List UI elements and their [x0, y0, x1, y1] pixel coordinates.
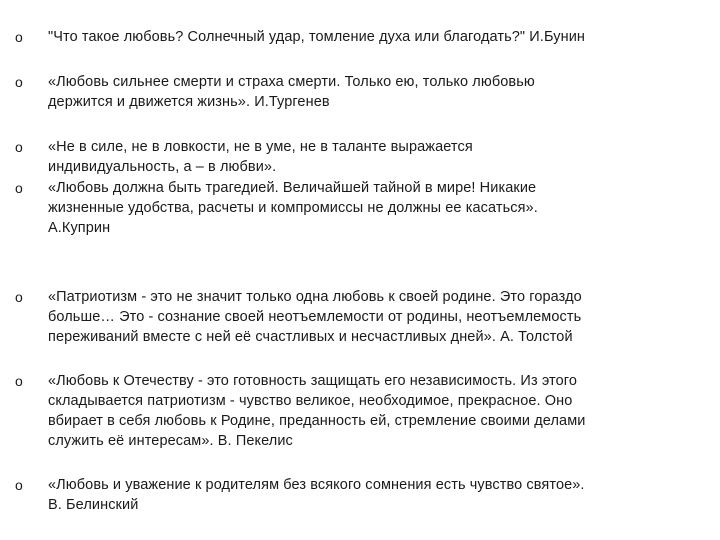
quote-line: "Что такое любовь? Солнечный удар, томление духа или благодать?" И.Бунин: [48, 29, 586, 45]
quote-line: «Патриотизм - это не значит только одна любовь к своей родине. Это гораздо: [48, 289, 582, 305]
quote-line: «Любовь должна быть трагедией. Величайшей тайной в мире! Никакие: [48, 180, 537, 196]
quote-text: [48, 137, 698, 177]
quote-line: «Любовь и уважение к родителям без всякого сомнения есть чувство святое».: [48, 477, 585, 493]
quote-text: [48, 287, 698, 347]
quote-text: [48, 371, 698, 451]
bullet: o: [15, 180, 23, 196]
bullet: o: [15, 74, 23, 90]
quote-line: держится и движется жизнь». И.Тургенев: [48, 94, 330, 110]
quote-text: [48, 475, 698, 515]
quote-line: А.Куприн: [48, 220, 111, 236]
quote-line: индивидуальность, а – в любви».: [48, 159, 277, 175]
quote-line: «Любовь сильнее смерти и страха смерти. Только ею, только любовью: [48, 74, 535, 90]
bullet: o: [15, 289, 23, 305]
quote-line: «Любовь к Отечеству - это готовность защищать его независимость. Из этого: [48, 373, 577, 389]
quote-line: вбирает в себя любовь к Родине, преданность ей, стремление своими делами: [48, 413, 586, 429]
bullet: o: [15, 139, 23, 155]
quote-line: служить её интересам». В. Пекелис: [48, 433, 293, 449]
quote-line: «Не в силе, не в ловкости, не в уме, не в таланте выражается: [48, 139, 473, 155]
quote-line: В. Белинский: [48, 497, 139, 513]
quote-text: [48, 72, 698, 112]
bullet: o: [15, 477, 23, 493]
quote-text: [48, 178, 698, 238]
quote-text: [48, 27, 698, 47]
bullet: o: [15, 29, 23, 45]
quote-line: складывается патриотизм - чувство великое, необходимое, прекрасное. Оно: [48, 393, 573, 409]
quote-line: переживаний вместе с ней её счастливых и несчастливых дней». А. Толстой: [48, 329, 573, 345]
bullet: o: [15, 373, 23, 389]
quote-line: больше… Это - сознание своей неотъемлемости от родины, неотъемлемость: [48, 309, 582, 325]
quote-line: жизненные удобства, расчеты и компромиссы не должны ее касаться».: [48, 200, 538, 216]
